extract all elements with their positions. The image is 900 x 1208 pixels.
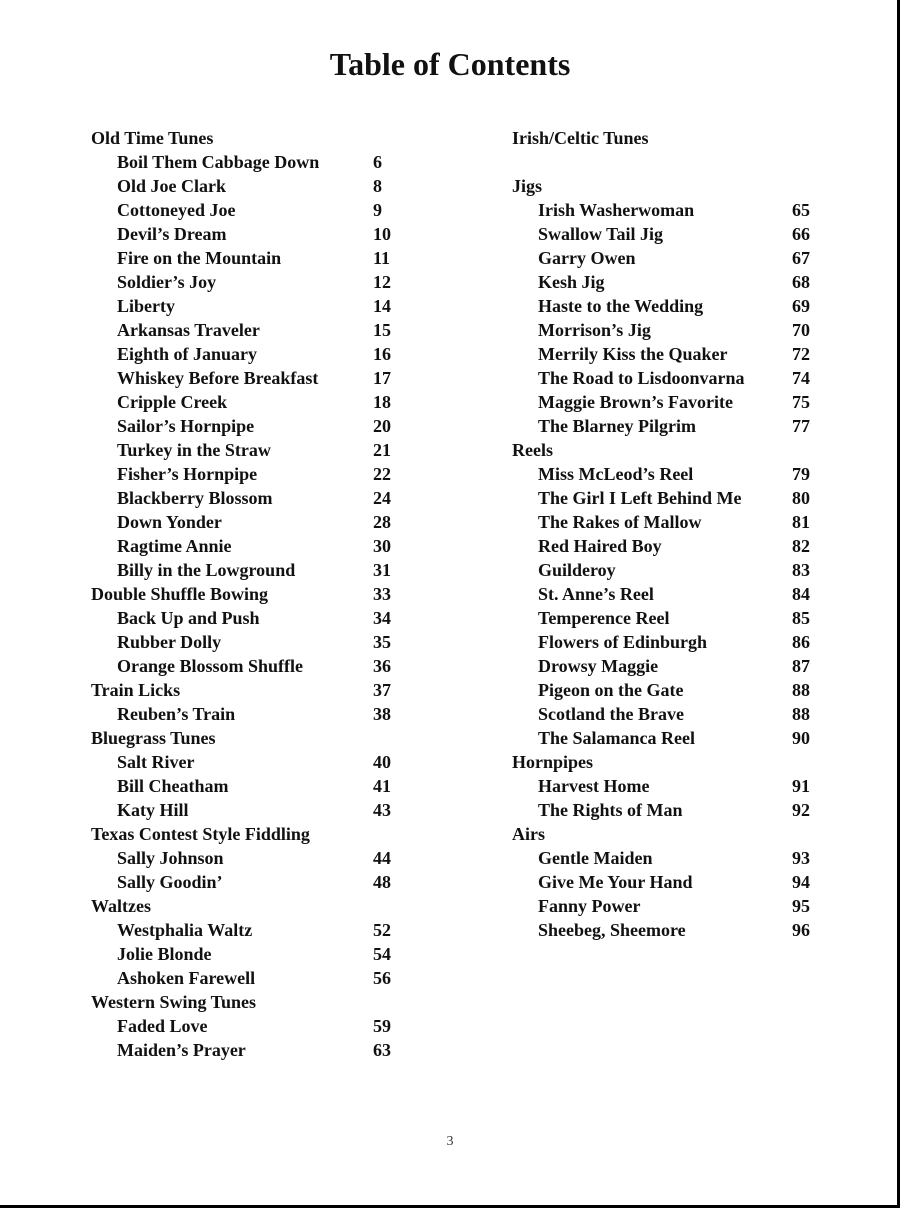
toc-entry[interactable]: [512, 606, 822, 630]
entry-page-number: 37: [373, 680, 391, 700]
toc-entry[interactable]: [512, 534, 822, 558]
entry-title: Cripple Creek: [117, 392, 228, 412]
entry-title: Soldier’s Joy: [117, 272, 217, 292]
toc-entry[interactable]: [91, 366, 401, 390]
entry-page-number: 90: [792, 728, 810, 748]
entry-page-number: 52: [373, 920, 391, 940]
entry-title: Maggie Brown’s Favorite: [538, 392, 733, 412]
entry-title: Red Haired Boy: [538, 536, 662, 556]
entry-page-number: 77: [792, 416, 810, 436]
section-title: Hornpipes: [512, 752, 594, 772]
entry-title: Gentle Maiden: [538, 848, 653, 868]
entry-title: Back Up and Push: [117, 608, 260, 628]
toc-entry[interactable]: [512, 390, 822, 414]
entry-title: Irish Washerwoman: [538, 200, 695, 220]
entry-title: Katy Hill: [117, 800, 189, 820]
entry-title: The Rights of Man: [538, 800, 683, 820]
toc-section-heading[interactable]: [512, 126, 822, 150]
entry-title: Sailor’s Hornpipe: [117, 416, 255, 436]
entry-title: The Salamanca Reel: [538, 728, 695, 748]
section-title: Western Swing Tunes: [91, 992, 257, 1012]
entry-page-number: 6: [373, 152, 382, 172]
entry-title: Devil’s Dream: [117, 224, 227, 244]
entry-page-number: 17: [373, 368, 391, 388]
entry-page-number: 84: [792, 584, 810, 604]
entry-page-number: 87: [792, 656, 810, 676]
toc-entry[interactable]: [91, 174, 401, 198]
entry-title: Fisher’s Hornpipe: [117, 464, 258, 484]
entry-page-number: 70: [792, 320, 810, 340]
entry-title: Eighth of January: [117, 344, 258, 364]
entry-title: Haste to the Wedding: [538, 296, 704, 316]
toc-entry[interactable]: [91, 318, 401, 342]
entry-page-number: 22: [373, 464, 391, 484]
toc-entry[interactable]: [91, 702, 401, 726]
entry-title: Morrison’s Jig: [538, 320, 651, 340]
toc-entry[interactable]: [512, 246, 822, 270]
entry-page-number: 41: [373, 776, 391, 796]
entry-title: Swallow Tail Jig: [538, 224, 664, 244]
entry-title: The Girl I Left Behind Me: [538, 488, 742, 508]
toc-entry[interactable]: [512, 222, 822, 246]
section-title: Waltzes: [91, 896, 151, 916]
entry-title: Liberty: [117, 296, 175, 316]
entry-page-number: 82: [792, 536, 810, 556]
entry-title: Harvest Home: [538, 776, 650, 796]
toc-entry[interactable]: [91, 918, 401, 942]
toc-entry[interactable]: [512, 726, 822, 750]
toc-entry[interactable]: [512, 654, 822, 678]
entry-title: Fanny Power: [538, 896, 641, 916]
toc-entry[interactable]: [91, 798, 401, 822]
toc-entry[interactable]: [512, 630, 822, 654]
toc-entry[interactable]: [91, 510, 401, 534]
toc-section-heading[interactable]: [91, 582, 401, 606]
entry-title: Turkey in the Straw: [117, 440, 271, 460]
entry-title: Faded Love: [117, 1016, 208, 1036]
entry-page-number: 66: [792, 224, 810, 244]
entry-title: The Road to Lisdoonvarna: [538, 368, 745, 388]
toc-spacer: [512, 150, 822, 174]
entry-page-number: 85: [792, 608, 810, 628]
toc-entry[interactable]: [512, 702, 822, 726]
entry-page-number: 96: [792, 920, 810, 940]
entry-title: Jolie Blonde: [117, 944, 212, 964]
entry-page-number: 94: [792, 872, 810, 892]
entry-page-number: 21: [373, 440, 391, 460]
entry-page-number: 67: [792, 248, 810, 268]
entry-page-number: 11: [373, 248, 391, 268]
entry-page-number: 63: [373, 1040, 391, 1060]
section-title: Jigs: [512, 176, 543, 196]
toc-entry[interactable]: [91, 270, 401, 294]
toc-entry[interactable]: [91, 1038, 401, 1062]
entry-title: Miss McLeod’s Reel: [538, 464, 694, 484]
toc-entry[interactable]: [91, 150, 401, 174]
toc-entry[interactable]: [512, 462, 822, 486]
toc-entry[interactable]: [91, 630, 401, 654]
toc-entry[interactable]: [91, 294, 401, 318]
entry-title: St. Anne’s Reel: [538, 584, 654, 604]
entry-page-number: 24: [373, 488, 391, 508]
entry-page-number: 91: [792, 776, 810, 796]
toc-entry[interactable]: [512, 318, 822, 342]
entry-title: Garry Owen: [538, 248, 636, 268]
toc-section-heading[interactable]: [91, 894, 401, 918]
entry-title: Rubber Dolly: [117, 632, 222, 652]
entry-page-number: 83: [792, 560, 810, 580]
section-title: Airs: [512, 824, 545, 844]
toc-entry[interactable]: [91, 222, 401, 246]
section-title: Bluegrass Tunes: [91, 728, 216, 748]
toc-section-heading[interactable]: [91, 726, 401, 750]
entry-page-number: 80: [792, 488, 810, 508]
entry-page-number: 31: [373, 560, 391, 580]
toc-entry[interactable]: [91, 342, 401, 366]
toc-right-column: [512, 126, 822, 942]
entry-page-number: 43: [373, 800, 391, 820]
entry-title: Down Yonder: [117, 512, 222, 532]
toc-entry[interactable]: [91, 486, 401, 510]
toc-entry[interactable]: [512, 918, 822, 942]
toc-entry[interactable]: [512, 366, 822, 390]
entry-page-number: 38: [373, 704, 391, 724]
entry-title: Guilderoy: [538, 560, 616, 580]
entry-page-number: 48: [373, 872, 391, 892]
entry-page-number: 18: [373, 392, 391, 412]
toc-entry[interactable]: [512, 270, 822, 294]
entry-title: Ragtime Annie: [117, 536, 232, 556]
entry-title: The Blarney Pilgrim: [538, 416, 696, 436]
entry-page-number: 69: [792, 296, 810, 316]
toc-entry[interactable]: [512, 558, 822, 582]
entry-page-number: 56: [373, 968, 391, 988]
entry-page-number: 79: [792, 464, 810, 484]
page-number: 3: [446, 1134, 454, 1149]
entry-title: Orange Blossom Shuffle: [117, 656, 304, 676]
entry-page-number: 88: [792, 704, 810, 724]
toc-section-heading[interactable]: [512, 822, 822, 846]
toc-entry[interactable]: [512, 798, 822, 822]
toc-section-heading[interactable]: [91, 678, 401, 702]
section-title: Reels: [512, 440, 553, 460]
entry-title: Pigeon on the Gate: [538, 680, 684, 700]
toc-entry[interactable]: [91, 534, 401, 558]
entry-page-number: 33: [373, 584, 391, 604]
toc-entry[interactable]: [91, 750, 401, 774]
entry-page-number: 86: [792, 632, 810, 652]
page-title: Table of Contents: [329, 46, 571, 82]
entry-page-number: 28: [373, 512, 391, 532]
entry-title: Westphalia Waltz: [117, 920, 253, 940]
entry-title: Fire on the Mountain: [117, 248, 282, 268]
entry-page-number: 16: [373, 344, 391, 364]
toc-entry[interactable]: [512, 678, 822, 702]
toc-entry[interactable]: [91, 414, 401, 438]
toc-section-heading[interactable]: [91, 126, 401, 150]
section-title: Irish/Celtic Tunes: [512, 128, 649, 148]
entry-title: Boil Them Cabbage Down: [117, 152, 320, 172]
entry-page-number: 74: [792, 368, 810, 388]
entry-page-number: 54: [373, 944, 391, 964]
toc-entry[interactable]: [512, 342, 822, 366]
toc-entry[interactable]: [91, 438, 401, 462]
toc-entry[interactable]: [512, 846, 822, 870]
toc-entry[interactable]: [91, 606, 401, 630]
toc-entry[interactable]: [91, 942, 401, 966]
section-title: Double Shuffle Bowing: [91, 584, 269, 604]
entry-page-number: 44: [373, 848, 391, 868]
entry-page-number: 68: [792, 272, 810, 292]
entry-title: Scotland the Brave: [538, 704, 684, 724]
entry-title: Reuben’s Train: [117, 704, 236, 724]
toc-entry[interactable]: [91, 846, 401, 870]
toc-entry[interactable]: [91, 774, 401, 798]
toc-section-heading[interactable]: [512, 750, 822, 774]
toc-entry[interactable]: [512, 198, 822, 222]
toc-section-heading[interactable]: [91, 822, 401, 846]
entry-title: Blackberry Blossom: [117, 488, 273, 508]
entry-page-number: 59: [373, 1016, 391, 1036]
toc-entry[interactable]: [512, 414, 822, 438]
entry-page-number: 34: [373, 608, 391, 628]
entry-page-number: 92: [792, 800, 810, 820]
section-title: Old Time Tunes: [91, 128, 214, 148]
entry-title: Billy in the Lowground: [117, 560, 296, 580]
toc-entry[interactable]: [512, 486, 822, 510]
entry-page-number: 75: [792, 392, 810, 412]
entry-title: Whiskey Before Breakfast: [117, 368, 319, 388]
toc-entry[interactable]: [91, 654, 401, 678]
entry-page-number: 95: [792, 896, 810, 916]
toc-entry[interactable]: [91, 966, 401, 990]
entry-title: Temperence Reel: [538, 608, 670, 628]
toc-entry[interactable]: [91, 462, 401, 486]
entry-title: Maiden’s Prayer: [117, 1040, 246, 1060]
entry-page-number: 40: [373, 752, 391, 772]
entry-page-number: 20: [373, 416, 391, 436]
toc-entry[interactable]: [91, 870, 401, 894]
entry-page-number: 36: [373, 656, 391, 676]
toc-entry[interactable]: [91, 246, 401, 270]
toc-entry[interactable]: [512, 894, 822, 918]
entry-title: Merrily Kiss the Quaker: [538, 344, 728, 364]
entry-page-number: 9: [373, 200, 382, 220]
toc-entry[interactable]: [512, 294, 822, 318]
toc-entry[interactable]: [91, 198, 401, 222]
entry-page-number: 30: [373, 536, 391, 556]
entry-page-number: 81: [792, 512, 810, 532]
entry-page-number: 93: [792, 848, 810, 868]
toc-entry[interactable]: [91, 1014, 401, 1038]
entry-page-number: 14: [373, 296, 391, 316]
entry-title: Salt River: [117, 752, 195, 772]
toc-entry[interactable]: [91, 558, 401, 582]
toc-section-heading[interactable]: [512, 174, 822, 198]
toc-section-heading[interactable]: [91, 990, 401, 1014]
entry-page-number: 8: [373, 176, 382, 196]
entry-title: Flowers of Edinburgh: [538, 632, 708, 652]
section-title: Train Licks: [91, 680, 181, 700]
toc-left-column: [91, 126, 401, 1062]
entry-title: Give Me Your Hand: [538, 872, 693, 892]
entry-page-number: 88: [792, 680, 810, 700]
entry-title: Bill Cheatham: [117, 776, 229, 796]
toc-entry[interactable]: [91, 390, 401, 414]
entry-page-number: 35: [373, 632, 391, 652]
toc-entry[interactable]: [512, 510, 822, 534]
entry-page-number: 15: [373, 320, 391, 340]
entry-title: Sally Johnson: [117, 848, 224, 868]
toc-entry[interactable]: [512, 582, 822, 606]
entry-title: Old Joe Clark: [117, 176, 227, 196]
entry-title: Ashoken Farewell: [117, 968, 256, 988]
toc-entry[interactable]: [512, 870, 822, 894]
entry-title: Kesh Jig: [538, 272, 605, 292]
entry-title: Cottoneyed Joe: [117, 200, 236, 220]
toc-section-heading[interactable]: [512, 438, 822, 462]
entry-title: Sheebeg, Sheemore: [538, 920, 686, 940]
entry-title: Sally Goodin’: [117, 872, 223, 892]
entry-title: Arkansas Traveler: [117, 320, 260, 340]
entry-title: The Rakes of Mallow: [538, 512, 702, 532]
entry-page-number: 10: [373, 224, 391, 244]
section-title: Texas Contest Style Fiddling: [91, 824, 310, 844]
entry-page-number: 72: [792, 344, 810, 364]
toc-entry[interactable]: [512, 774, 822, 798]
entry-title: Drowsy Maggie: [538, 656, 659, 676]
entry-page-number: 65: [792, 200, 810, 220]
entry-page-number: 12: [373, 272, 391, 292]
